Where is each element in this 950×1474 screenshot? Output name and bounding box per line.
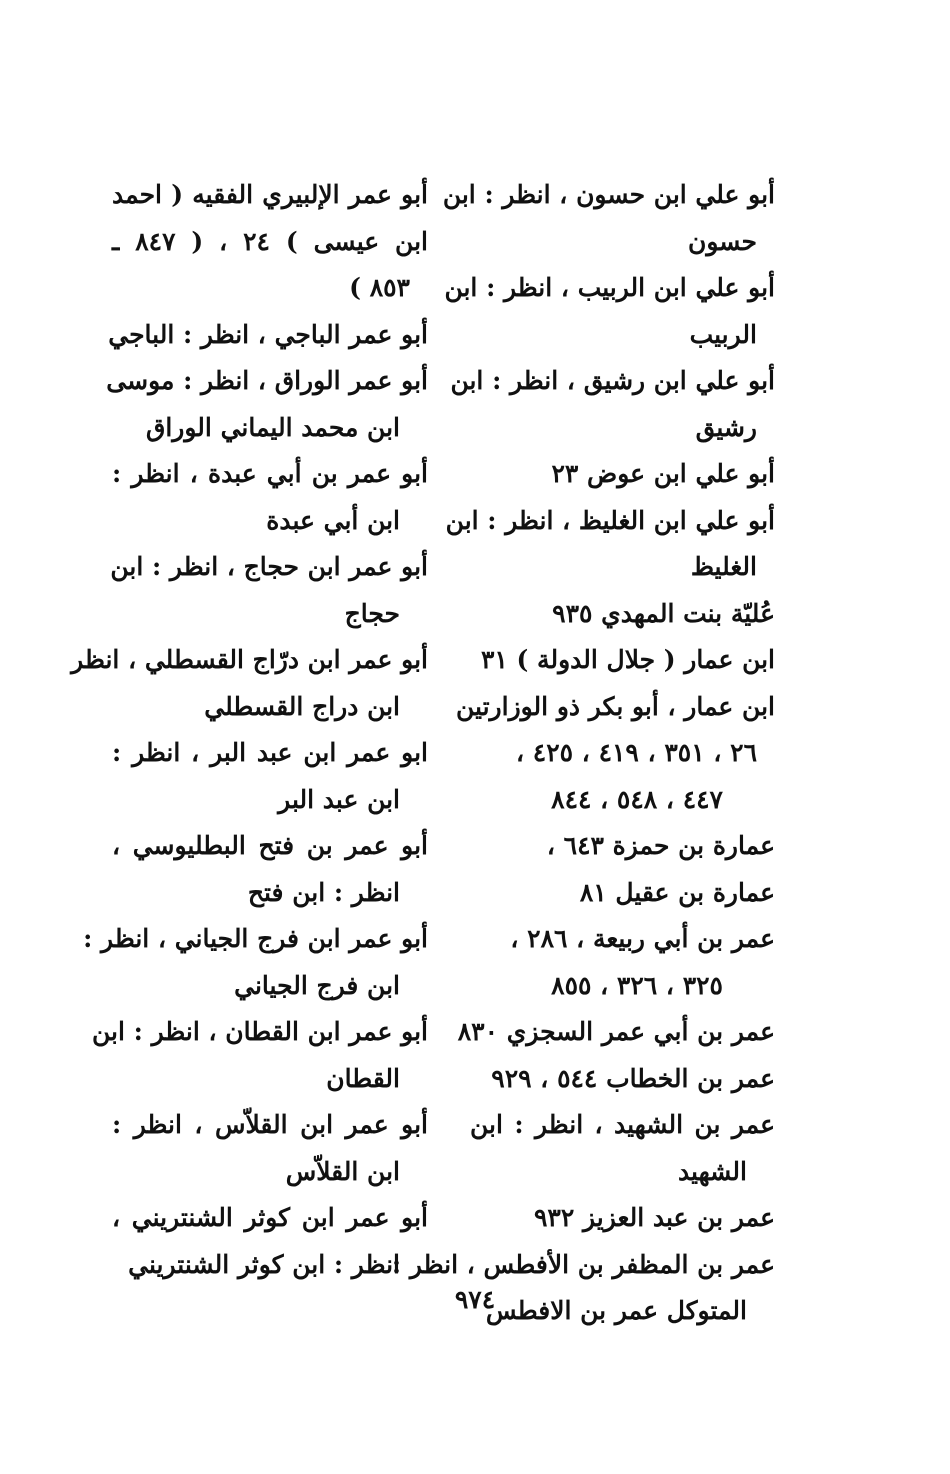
- index-entry-line: أبو عمر الإلبيري الفقيه ( احمد: [112, 180, 428, 209]
- index-entry-line: ابن القلاّس: [285, 1156, 400, 1186]
- index-entry-line: انظر : ابن كوثر الشنتريني: [128, 1249, 400, 1279]
- index-entry-line: الشهيد: [677, 1156, 747, 1186]
- index-entry-line: ٣٢٥ ، ٣٢٦ ، ٨٥٥: [551, 970, 723, 1000]
- index-entry-line: أبو علي ابن الربيب ، انظر : ابن: [444, 273, 775, 302]
- index-entry-line: أبو عمر ابن فرج الجياني ، انظر :: [83, 924, 428, 953]
- index-entry-line: عمر بن الخطاب ٥٤٤ ، ٩٢٩: [491, 1063, 775, 1093]
- index-entry-line: أبو عمر ابن كوثر الشنتريني ،: [112, 1203, 428, 1232]
- index-entry-line: أبو عمر ابن القلاّس ، انظر :: [112, 1110, 428, 1139]
- index-entry-line: ابن عمار ، أبو بكر ذو الوزارتين: [456, 691, 775, 721]
- index-entry-line: ابن فرج الجياني: [234, 970, 400, 1000]
- index-entry-line: عمارة بن حمزة ٦٤٣ ،: [546, 831, 775, 860]
- index-entry-line: ابن عمار ( جلال الدولة ) ٣١: [480, 645, 775, 674]
- index-entry-line: عمر بن الشهيد ، انظر : ابن: [470, 1110, 775, 1139]
- index-entry-line: عمر بن أبي عمر السجزي ٨٣٠: [457, 1017, 775, 1046]
- index-entry-line: أبو عمر ابن درّاج القسطلي ، انظر: [71, 645, 428, 674]
- index-column-right: [391, 172, 775, 1335]
- index-entry-line: المتوكل عمر بن الافطس: [485, 1296, 747, 1325]
- index-entry-line: ٨٥٣ ): [349, 273, 410, 302]
- index-entry-line: عمر بن أبي ربيعة ، ٢٨٦ ،: [510, 924, 775, 953]
- index-entry-line: ٤٤٧ ، ٥٤٨ ، ٨٤٤: [551, 784, 723, 814]
- index-entry-line: أبو علي ابن الغليظ ، انظر : ابن: [445, 505, 775, 535]
- index-entry-line: انظر : ابن فتح: [247, 877, 400, 907]
- index-entry-line: ابن أبي عبدة: [266, 505, 400, 535]
- index-entry-line: أبو عمر بن فتح البطليوسي ،: [112, 831, 428, 860]
- index-entry-line: أبو علي ابن رشيق ، انظر : ابن: [450, 366, 775, 395]
- index-entry-line: ٢٦ ، ٣٥١ ، ٤١٩ ، ٤٢٥ ،: [516, 738, 757, 767]
- index-entry-line: عمر بن عبد العزيز ٩٣٢: [533, 1203, 775, 1232]
- index-entry-line: ابن محمد اليماني الوراق: [145, 412, 400, 442]
- index-entry-line: عمارة بن عقيل ٨١: [579, 877, 775, 907]
- index-entry-line: الغليظ: [690, 552, 757, 581]
- index-entry-line: عمر بن المظفر بن الأفطس ، انظر :: [391, 1249, 775, 1279]
- index-entry-line: أبو عمر بن أبي عبدة ، انظر :: [112, 459, 428, 488]
- index-column-left: [71, 172, 428, 1288]
- index-entry-line: ابن عبد البر: [278, 784, 400, 814]
- index-entry-line: ابن دراج القسطلي: [204, 691, 400, 721]
- index-entry-line: الربيب: [689, 319, 757, 349]
- index-entry-line: أبو عمر ابن القطان ، انظر : ابن: [92, 1017, 428, 1046]
- index-entry-line: أبو عمر الوراق ، انظر : موسى: [106, 366, 428, 395]
- index-entry-line: أبو عمر الباجي ، انظر : الباجي: [108, 319, 428, 349]
- index-entry-line: أبو عمر ابن حجاج ، انظر : ابن: [110, 552, 428, 581]
- index-entry-line: أبو علي ابن حسون ، انظر : ابن: [442, 180, 775, 209]
- index-entry-line: ابن عيسى ) ٢٤ ، ( ٨٤٧ ـ: [112, 226, 428, 256]
- index-entry-line: القطان: [326, 1063, 400, 1093]
- page-number: ٩٧٤: [454, 1285, 496, 1314]
- index-entry-line: عُليّة بنت المهدي ٩٣٥: [552, 598, 775, 628]
- index-entry-line: حجاج: [344, 598, 400, 628]
- index-entry-line: رشيق: [695, 412, 757, 442]
- index-entry-line: أبو علي ابن عوض ٢٣: [551, 459, 775, 488]
- index-entry-line: ابو عمر ابن عبد البر ، انظر :: [112, 738, 428, 767]
- index-entry-line: حسون: [687, 226, 757, 256]
